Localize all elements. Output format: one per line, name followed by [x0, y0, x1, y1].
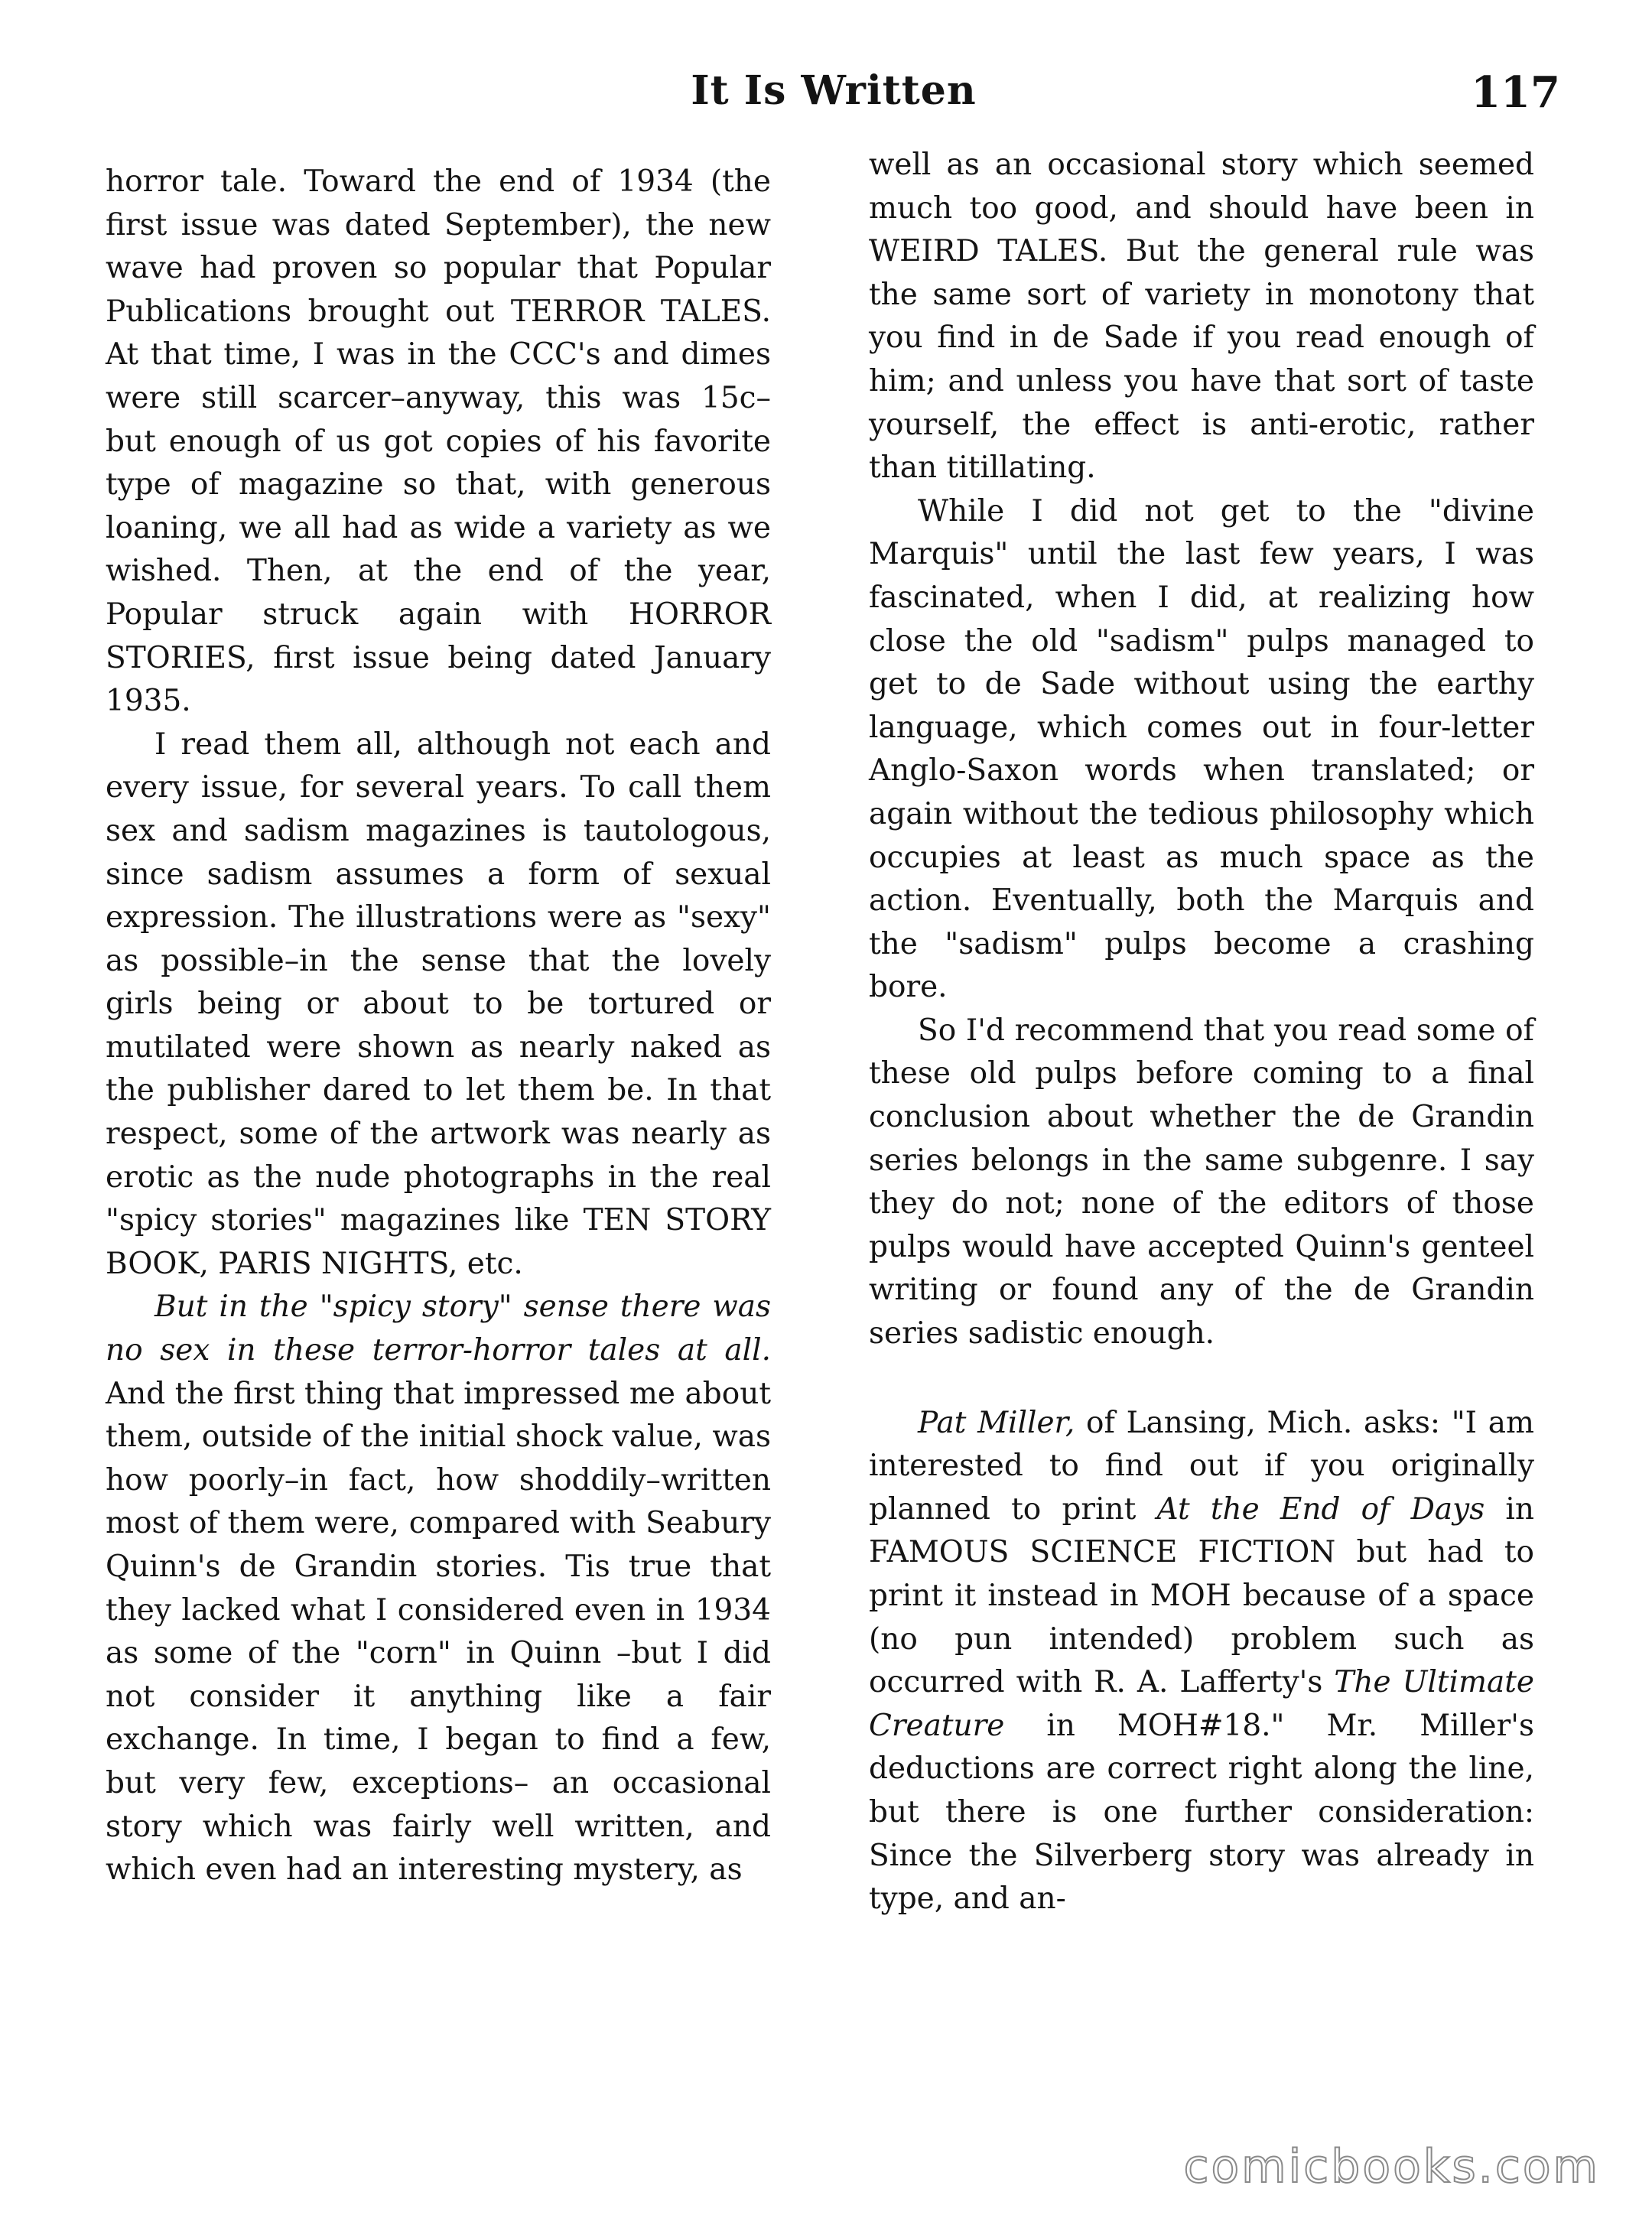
paragraph-text: in FAMOUS SCIENCE FICTION but had to print it instead in MOH because of a space (no pun intended) problem such as occurred with R. A. Lafferty's [869, 1491, 1534, 1700]
paragraph: well as an occasional story which seemed much too good, and should have been in WEIRD TALES. But the general rule was the same sort of variety in monotony that you find in de Sade if you read enough of him; and unless you have that sort of taste yourself, the effect is anti-erotic, rather than titillating. [869, 148, 1534, 486]
watermark: comicbooks.com [1183, 2140, 1600, 2194]
paragraph-text: of Lansing, Mich. asks: "I am interested to find out if you originally planned to print [869, 1405, 1534, 1527]
right-column [869, 144, 1534, 1921]
correspondent-name: Pat Miller, [918, 1405, 1075, 1440]
paragraph: I read them all, although not each and every issue, for several years. To call them sex and sadism magazines is tautologous, since sadism assumes a form of sexual expression. The illustrations were as "sexy" as possible–in the sense that the lovely girls being or about to be tortured or mutilated were shown as nearly naked as the publisher dared to let them be. In that respect, some of the artwork was nearly as erotic as the nude photographs in the real "spicy stories" magazines like TEN STORY BOOK, PARIS NIGHTS, etc. [106, 727, 771, 1281]
paragraph-text: And the first thing that impressed me about them, outside of the initial shock value, was how poorly–in fact, how shoddily–written most of them were, compared with Seabury Quinn's de Grandin stories. Tis true that they lacked what I considered even in 1934 as some of the "corn" in Quinn –but I did not consider it anything like a fair exchange. In time, I began to find a few, but very few, exceptions– an occasional story which was fairly well written, and which even had an interesting mystery, as [106, 1376, 771, 1888]
paragraph [106, 1286, 771, 1891]
story-title: The Ultimate Creature [869, 1665, 1534, 1743]
page-header [107, 67, 1560, 136]
italic-lead-sentence: But in the "spicy story" sense there was no sex in these terror-horror tales at all. [106, 1289, 771, 1368]
letter-paragraph [869, 1402, 1534, 1921]
paragraph-text: in MOH#18." Mr. Miller's deductions are correct right along the line, but there is one further consideration: Since the Silverberg story was already in type, and an- [869, 1708, 1534, 1917]
paragraph: So I'd recommend that you read some of these old pulps before coming to a final conclusion about whether the de Grandin series belongs in the same subgenre. I say they do not; none of the editors of those pulps would have accepted Quinn's genteel writing or found any of the de Grandin series sadistic enough. [869, 1013, 1534, 1351]
left-column [106, 161, 771, 1892]
page-number: 117 [1471, 67, 1560, 118]
paragraph: horror tale. Toward the end of 1934 (the first issue was dated September), the new wave had proven so popular that Popular Publications brought out TERROR TALES. At that time, I was in the CCC's and dimes were still scarcer–anyway, this was 15c– but enough of us got copies of his favorite type of magazine so that, with generous loaning, we all had as wide a variety as we wished. Then, at the end of the year, Popular struck again with HORROR STORIES, first issue being dated January 1935. [106, 164, 771, 719]
running-title: It Is Written [691, 67, 977, 114]
story-title: At the End of Days [1156, 1491, 1485, 1527]
paragraph: While I did not get to the "divine Marquis" until the last few years, I was fascinated, when I did, at realizing how close the old "sadism" pulps managed to get to de Sade without using the earthy language, which comes out in four-letter Anglo-Saxon words when translated; or again without the tedious philosophy which occupies at least as much space as the action. Eventually, both the Marquis and the "sadism" pulps become a crashing bore. [869, 493, 1534, 1005]
